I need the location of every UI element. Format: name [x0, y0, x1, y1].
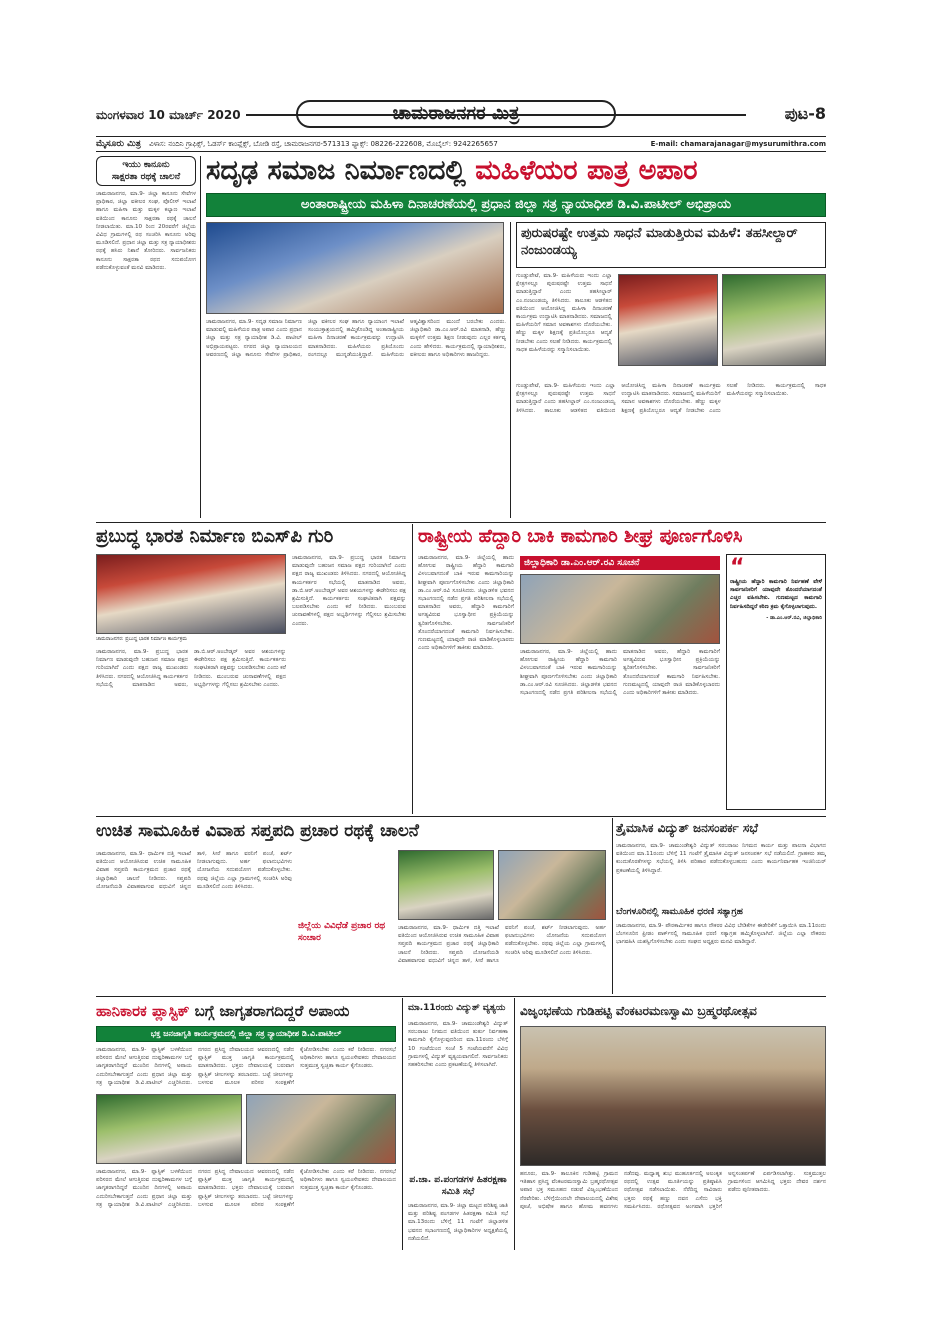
- office-address: ವಿಳಾಸ: ನಂದಿನಿ ಗ್ರಾಫಿಕ್ಸ್, ಓಡರ್ಸ್ ಕಾಂಪ್ಲೆಕ್ಸ್, ಬೋಡಿ ರಸ್ತೆ, ಚಾಮರಾಜನಗರ-571313 ಫ್ಯಾಕ್ಸ್: 08226-222608, ಮೊಬೈಲ್: 9242265657: [149, 140, 498, 148]
- lead-body: ಚಾಮರಾಜನಗರ, ಮಾ.9- ಸದೃಢ ಸಮಾಜ ನಿರ್ಮಾಣ ಮಾಡುವಲ್ಲಿ ಮಹಿಳೆಯರ ಪಾತ್ರ ಅಪಾರ ಎಂದು ಪ್ರಧಾನ ಜಿಲ್ಲಾ ಮತ್ತು ಸತ್ರ ನ್ಯಾಯಾಧೀಶ ಡಿ.ವಿ. ಪಾಟೀಲ್ ಅಭಿಪ್ರಾಯಪಟ್ಟರು. ನಗರದ ಜಿಲ್ಲಾ ನ್ಯಾಯಾಲಯದ ಆವರಣದಲ್ಲಿ ಜಿಲ್ಲಾ ಕಾನೂನು ಸೇವೆಗಳ ಪ್ರಾಧಿಕಾರ, ಜಿಲ್ಲಾ ವಕೀಲರ ಸಂಘ ಹಾಗೂ ನ್ಯಾಯಾಂಗ ಇಲಾಖೆ ಸಂಯುಕ್ತಾಶ್ರಯದಲ್ಲಿ ಹಮ್ಮಿಕೊಂಡಿದ್ದ ಅಂತಾರಾಷ್ಟ್ರೀಯ ಮಹಿಳಾ ದಿನಾಚರಣೆ ಕಾರ್ಯಕ್ರಮವನ್ನು ಉದ್ಘಾಟಿಸಿ ಮಾತನಾಡಿದರು. ಮಹಿಳೆಯರು ಪ್ರತಿಯೊಂದು ರಂಗದಲ್ಲೂ ಮುನ್ನಡೆಯುತ್ತಿದ್ದಾರೆ. ಮಹಿಳೆಯರು ಆತ್ಮವಿಶ್ವಾಸದಿಂದ ಮುಂದೆ ಬರಬೇಕು ಎಂದರು. ಜಿಲ್ಲಾಧಿಕಾರಿ ಡಾ.ಎಂ.ಆರ್.ರವಿ ಮಾತನಾಡಿ, ಹೆಣ್ಣು ಮಕ್ಕಳಿಗೆ ಉತ್ತಮ ಶಿಕ್ಷಣ ನೀಡುವುದು ಎಲ್ಲರ ಕರ್ತವ್ಯ ಎಂದು ಹೇಳಿದರು. ಕಾರ್ಯಕ್ರಮದಲ್ಲಿ ನ್ಯಾಯಾಧೀಶರು, ವಕೀಲರು ಹಾಗೂ ಅಧಿಕಾರಿಗಳು ಹಾಜರಿದ್ದರು.: [206, 319, 506, 358]
- newspaper-page: [96, 100, 826, 1250]
- sidebar-body: ಚಾಮರಾಜನಗರ, ಮಾ.9- ಜಿಲ್ಲಾ ಕಾನೂನು ಸೇವೆಗಳ ಪ್ರಾಧಿಕಾರ, ಜಿಲ್ಲಾ ವಕೀಲರ ಸಂಘ, ಪೊಲೀಸ್ ಇಲಾಖೆ ಹಾಗೂ ಮಹಿಳಾ ಮತ್ತು ಮಕ್ಕಳ ಕಲ್ಯಾಣ ಇಲಾಖೆ ವತಿಯಿಂದ ಕಾನೂನು ಸಾಕ್ಷರತಾ ರಥಕ್ಕೆ ಚಾಲನೆ ನೀಡಲಾಯಿತು. ಮಾ.10 ರಿಂದ 20ರವರೆಗೆ ಜಿಲ್ಲೆಯ ವಿವಿಧ ಗ್ರಾಮಗಳಲ್ಲಿ ರಥ ಸಂಚರಿಸಿ ಕಾನೂನು ಅರಿವು ಮೂಡಿಸಲಿದೆ. ಪ್ರಧಾನ ಜಿಲ್ಲಾ ಮತ್ತು ಸತ್ರ ನ್ಯಾಯಾಧೀಶರು ರಥಕ್ಕೆ ಹಸಿರು ನಿಶಾನೆ ತೋರಿದರು. ಸಾರ್ವಜನಿಕರು ಕಾನೂನು ಸಾಕ್ಷರತಾ ರಥದ ಸದುಪಯೋಗ ಪಡೆದುಕೊಳ್ಳುವಂತೆ ಮನವಿ ಮಾಡಿದರು.: [96, 191, 196, 271]
- story4-photo: [520, 574, 720, 644]
- story3-caption: ಚಾಮರಾಜನಗರ: ಪ್ರಬುದ್ಧ ಭಾರತ ನಿರ್ಮಾಣ ಕಾರ್ಯಕ್ರಮ: [96, 636, 187, 642]
- story7-body-top: ಚಾಮರಾಜನಗರ, ಮಾ.9- ಪ್ಲಾಸ್ಟಿಕ್ ಬಳಕೆಯಿಂದ ಪರಿಸರದ ಮೇಲೆ ಆಗುತ್ತಿರುವ ದುಷ್ಪರಿಣಾಮಗಳ ಬಗ್ಗೆ ಜಾಗೃತರಾಗದಿದ್ದರೆ ಮುಂದಿನ ದಿನಗಳಲ್ಲಿ ಅಪಾಯ ಎದುರಿಸಬೇಕಾಗುತ್ತದೆ ಎಂದು ಪ್ರಧಾನ ಜಿಲ್ಲಾ ಮತ್ತು ಸತ್ರ ನ್ಯಾಯಾಧೀಶ ಡಿ.ವಿ.ಪಾಟೀಲ್ ಎಚ್ಚರಿಸಿದರು. ನಗರದ ಪ್ರಸಿದ್ಧ ದೇವಾಲಯದ ಆವರಣದಲ್ಲಿ ನಡೆದ ಪ್ಲಾಸ್ಟಿಕ್ ಮುಕ್ತ ಜಾಗೃತಿ ಕಾರ್ಯಕ್ರಮದಲ್ಲಿ ಮಾತನಾಡಿದರು. ಭಕ್ತರು ದೇವಾಲಯಕ್ಕೆ ಬರುವಾಗ ಪ್ಲಾಸ್ಟಿಕ್ ಚೀಲಗಳನ್ನು ತರಬಾರದು. ಬಟ್ಟೆ ಚೀಲಗಳನ್ನು ಬಳಸುವ ಮೂಲಕ ಪರಿಸರ ಸಂರಕ್ಷಣೆಗೆ ಕೈಜೋಡಿಸಬೇಕು ಎಂದು ಕರೆ ನೀಡಿದರು. ನಗರಸಭೆ ಅಧಿಕಾರಿಗಳು ಹಾಗೂ ಸ್ವಯಂಸೇವಕರು ದೇವಾಲಯದ ಸುತ್ತಮುತ್ತ ಸ್ವಚ್ಛತಾ ಕಾರ್ಯ ಕೈಗೊಂಡರು.: [96, 1047, 396, 1086]
- story2-headline-box: [516, 222, 826, 268]
- section-rule: [96, 522, 826, 523]
- story7-photo-left: [96, 1094, 242, 1164]
- story6-headline: ತ್ರೈಮಾಸಿಕ ವಿದ್ಯುತ್ ಜನಸಂಪರ್ಕ ಸಭೆ: [616, 821, 758, 835]
- column-rule: [402, 998, 403, 1250]
- column-rule: [612, 818, 613, 994]
- story9-photo: [520, 1026, 826, 1166]
- sidebar-headline: ಸಾಕ್ಷರತಾ ರಥಕ್ಕೆ ಚಾಲನೆ: [111, 172, 181, 182]
- contact-email: E-mail: chamarajanagar@mysurumithra.com: [650, 140, 826, 148]
- column-rule: [412, 524, 413, 814]
- sidebar-kicker: ಇಯು ಕಾನೂನು: [122, 160, 170, 170]
- story2-photo-right: [722, 274, 826, 366]
- story9-body: ಹನೂರು, ಮಾ.9- ತಾಲೂಕಿನ ಗುಡಿಹಟ್ಟಿ ಗ್ರಾಮದ ಇತಿಹಾಸ ಪ್ರಸಿದ್ಧ ವೆಂಕಟರಮಣಸ್ವಾಮಿ ಬ್ರಹ್ಮರಥೋತ್ಸವ ಅಪಾರ ಭಕ್ತ ಸಮೂಹದ ನಡುವೆ ವಿಜೃಂಭಣೆಯಿಂದ ನೆರವೇರಿತು. ಬೆಳಿಗ್ಗೆಯಿಂದಲೇ ದೇವಾಲಯದಲ್ಲಿ ವಿಶೇಷ ಪೂಜೆ, ಅಭಿಷೇಕ ಹಾಗೂ ಹೋಮ ಹವನಗಳು ನಡೆದವು. ಮಧ್ಯಾಹ್ನ ಶುಭ ಮುಹೂರ್ತದಲ್ಲಿ ಅಲಂಕೃತ ರಥದಲ್ಲಿ ಉತ್ಸವ ಮೂರ್ತಿಯನ್ನು ಪ್ರತಿಷ್ಠಾಪಿಸಿ ರಥೋತ್ಸವ ನಡೆಸಲಾಯಿತು. ನೆರೆದಿದ್ದ ಸಾವಿರಾರು ಭಕ್ತರು ರಥಕ್ಕೆ ಹಣ್ಣು ದವನ ಎಸೆದು ಭಕ್ತಿ ಸಮರ್ಪಿಸಿದರು. ರಥೋತ್ಸವದ ಅಂಗವಾಗಿ ಭಕ್ತರಿಗೆ ಅನ್ನಸಂತರ್ಪಣೆ ಏರ್ಪಡಿಸಲಾಗಿತ್ತು. ಸುತ್ತಮುತ್ತಲ ಗ್ರಾಮಗಳಿಂದ ಆಗಮಿಸಿದ್ದ ಭಕ್ತರು ದೇವರ ದರ್ಶನ ಪಡೆದು ಪುನೀತರಾದರು.: [520, 1171, 826, 1210]
- lead-headline-red: ಮಹಿಳೆಯರ ಪಾತ್ರ ಅಪಾರ: [475, 155, 698, 186]
- story4-quote-by: - ಡಾ.ಎಂ.ಆರ್.ರವಿ, ಜಿಲ್ಲಾಧಿಕಾರಿ: [766, 614, 822, 621]
- section-rule: [96, 996, 826, 997]
- sidebar-story: [96, 156, 196, 518]
- story3-headline: ಪ್ರಬುದ್ಧ ಭಾರತ ನಿರ್ಮಾಣ ಬಿಎಸ್‌ಪಿ ಗುರಿ: [96, 526, 334, 547]
- story5-photo-left: [398, 850, 494, 920]
- info-bar: [96, 136, 826, 152]
- column-rule: [200, 156, 201, 518]
- story8-body: ಚಾಮರಾಜನಗರ, ಮಾ.9- ಚಾಮುಂಡೇಶ್ವರಿ ವಿದ್ಯುತ್ ಸರಬರಾಜು ನಿಗಮದ ವತಿಯಿಂದ ತುರ್ತು ನಿರ್ವಹಣಾ ಕಾಮಗಾರಿ ಕೈಗೊಳ್ಳುವುದರಿಂದ ಮಾ.11ರಂದು ಬೆಳಿಗ್ಗೆ 10 ಗಂಟೆಯಿಂದ ಸಂಜೆ 5 ಗಂಟೆಯವರೆಗೆ ವಿವಿಧ ಗ್ರಾಮಗಳಲ್ಲಿ ವಿದ್ಯುತ್ ವ್ಯತ್ಯಯವಾಗಲಿದೆ. ಸಾರ್ವಜನಿಕರು ಸಹಕರಿಸಬೇಕು ಎಂದು ಪ್ರಕಟಣೆಯಲ್ಲಿ ತಿಳಿಸಲಾಗಿದೆ.: [408, 1021, 508, 1069]
- story5-headline: ಉಚಿತ ಸಾಮೂಹಿಕ ವಿವಾಹ ಸಪ್ತಪದಿ ಪ್ರಚಾರ ರಥಕ್ಕೆ ಚಾಲನೆ: [96, 821, 419, 841]
- story4-quote-box: [726, 554, 826, 810]
- story4-headline: [418, 524, 826, 552]
- story9-headline: ವಿಜೃಂಭಣೆಯ ಗುಡಿಹಟ್ಟಿ ವೆಂಕಟರಮಣಸ್ವಾಮಿ ಬ್ರಹ್ಮರಥೋತ್ಸವ: [520, 1004, 757, 1018]
- story6-sub-body: ಚಾಮರಾಜನಗರ, ಮಾ.9- ಪೌರಕಾರ್ಮಿಕರ ಹಾಗೂ ನೌಕರರ ವಿವಿಧ ಬೇಡಿಕೆಗಳ ಈಡೇರಿಕೆಗೆ ಒತ್ತಾಯಿಸಿ ಮಾ.11ರಂದು ಬೆಂಗಳೂರಿನ ಫ್ರೀಡಂ ಪಾರ್ಕ್‌ನಲ್ಲಿ ಸಾಮೂಹಿಕ ಧರಣಿ ಸತ್ಯಾಗ್ರಹ ಹಮ್ಮಿಕೊಳ್ಳಲಾಗಿದೆ. ಜಿಲ್ಲೆಯ ಎಲ್ಲಾ ನೌಕರರು ಭಾಗವಹಿಸಿ ಯಶಸ್ವಿಗೊಳಿಸಬೇಕು ಎಂದು ಸಂಘದ ಅಧ್ಯಕ್ಷರು ಮನವಿ ಮಾಡಿದ್ದಾರೆ.: [616, 923, 826, 946]
- story2-body-intro: ಗುಂಡ್ಲುಪೇಟೆ, ಮಾ.9- ಮಹಿಳೆಯರು ಇಂದು ಎಲ್ಲಾ ಕ್ಷೇತ್ರಗಳಲ್ಲೂ ಪುರುಷರಷ್ಟೇ ಉತ್ತಮ ಸಾಧನೆ ಮಾಡುತ್ತಿದ್ದಾರೆ ಎಂದು ತಹಸೀಲ್ದಾರ್ ಎಂ.ನಂಜುಂಡಯ್ಯ ತಿಳಿಸಿದರು. ತಾಲೂಕು ಆಡಳಿತದ ವತಿಯಿಂದ ಆಯೋಜಿಸಿದ್ದ ಮಹಿಳಾ ದಿನಾಚರಣೆ ಕಾರ್ಯಕ್ರಮ ಉದ್ಘಾಟಿಸಿ ಮಾತನಾಡಿದರು. ಸಮಾಜದಲ್ಲಿ ಮಹಿಳೆಯರಿಗೆ ಸಮಾನ ಅವಕಾಶಗಳು ದೊರೆಯಬೇಕು. ಹೆಣ್ಣು ಮಕ್ಕಳ ಶಿಕ್ಷಣಕ್ಕೆ ಪ್ರತಿಯೊಬ್ಬರೂ ಆದ್ಯತೆ ನೀಡಬೇಕು ಎಂದು ಸಲಹೆ ನೀಡಿದರು. ಕಾರ್ಯಕ್ರಮದಲ್ಲಿ ಸಾಧಕ ಮಹಿಳೆಯರನ್ನು ಸನ್ಮಾನಿಸಲಾಯಿತು.: [516, 273, 612, 353]
- story7-subhead: ಭಕ್ತ ಜನಜಾಗೃತಿ ಕಾರ್ಯಕ್ರಮದಲ್ಲಿ ಜಿಲ್ಲಾ ಸತ್ರ ನ್ಯಾಯಾಧೀಶ ಡಿ.ವಿ.ಪಾಟೀಲ್: [96, 1026, 396, 1042]
- lead-headline: [206, 154, 826, 190]
- story3-body-right: ಚಾಮರಾಜನಗರ, ಮಾ.9- ಪ್ರಬುದ್ಧ ಭಾರತ ನಿರ್ಮಾಣ ಮಾಡುವುದೇ ಬಹುಜನ ಸಮಾಜ ಪಕ್ಷದ ಗುರಿಯಾಗಿದೆ ಎಂದು ಪಕ್ಷದ ರಾಜ್ಯ ಮುಖಂಡರು ತಿಳಿಸಿದರು. ನಗರದಲ್ಲಿ ಆಯೋಜಿಸಿದ್ದ ಕಾರ್ಯಕರ್ತರ ಸಭೆಯಲ್ಲಿ ಮಾತನಾಡಿದ ಅವರು, ಡಾ.ಬಿ.ಆರ್.ಅಂಬೇಡ್ಕರ್ ಅವರ ಆಶಯಗಳನ್ನು ಈಡೇರಿಸಲು ಪಕ್ಷ ಶ್ರಮಿಸುತ್ತಿದೆ. ಕಾರ್ಯಕರ್ತರು ಸಂಘಟಿತರಾಗಿ ಪಕ್ಷವನ್ನು ಬಲಪಡಿಸಬೇಕು ಎಂದು ಕರೆ ನೀಡಿದರು. ಮುಂಬರುವ ಚುನಾವಣೆಗಳಲ್ಲಿ ಪಕ್ಷದ ಅಭ್ಯರ್ಥಿಗಳನ್ನು ಗೆಲ್ಲಿಸಲು ಶ್ರಮಿಸಬೇಕು ಎಂದರು.: [292, 555, 406, 627]
- quote-mark-icon: “: [730, 555, 745, 580]
- story2-body: ಗುಂಡ್ಲುಪೇಟೆ, ಮಾ.9- ಮಹಿಳೆಯರು ಇಂದು ಎಲ್ಲಾ ಕ್ಷೇತ್ರಗಳಲ್ಲೂ ಪುರುಷರಷ್ಟೇ ಉತ್ತಮ ಸಾಧನೆ ಮಾಡುತ್ತಿದ್ದಾರೆ ಎಂದು ತಹಸೀಲ್ದಾರ್ ಎಂ.ನಂಜುಂಡಯ್ಯ ತಿಳಿಸಿದರು. ತಾಲೂಕು ಆಡಳಿತದ ವತಿಯಿಂದ ಆಯೋಜಿಸಿದ್ದ ಮಹಿಳಾ ದಿನಾಚರಣೆ ಕಾರ್ಯಕ್ರಮ ಉದ್ಘಾಟಿಸಿ ಮಾತನಾಡಿದರು. ಸಮಾಜದಲ್ಲಿ ಮಹಿಳೆಯರಿಗೆ ಸಮಾನ ಅವಕಾಶಗಳು ದೊರೆಯಬೇಕು. ಹೆಣ್ಣು ಮಕ್ಕಳ ಶಿಕ್ಷಣಕ್ಕೆ ಪ್ರತಿಯೊಬ್ಬರೂ ಆದ್ಯತೆ ನೀಡಬೇಕು ಎಂದು ಸಲಹೆ ನೀಡಿದರು. ಕಾರ್ಯಕ್ರಮದಲ್ಲಿ ಸಾಧಕ ಮಹಿಳೆಯರನ್ನು ಸನ್ಮಾನಿಸಲಾಯಿತು.: [516, 383, 826, 414]
- story5-subhead: ಜಿಲ್ಲೆಯ ವಿವಿಧೆಡೆ ಪ್ರಚಾರ ರಥ ಸಂಚಾರ: [298, 921, 386, 943]
- story7-body: ಚಾಮರಾಜನಗರ, ಮಾ.9- ಪ್ಲಾಸ್ಟಿಕ್ ಬಳಕೆಯಿಂದ ಪರಿಸರದ ಮೇಲೆ ಆಗುತ್ತಿರುವ ದುಷ್ಪರಿಣಾಮಗಳ ಬಗ್ಗೆ ಜಾಗೃತರಾಗದಿದ್ದರೆ ಮುಂದಿನ ದಿನಗಳಲ್ಲಿ ಅಪಾಯ ಎದುರಿಸಬೇಕಾಗುತ್ತದೆ ಎಂದು ಪ್ರಧಾನ ಜಿಲ್ಲಾ ಮತ್ತು ಸತ್ರ ನ್ಯಾಯಾಧೀಶ ಡಿ.ವಿ.ಪಾಟೀಲ್ ಎಚ್ಚರಿಸಿದರು. ನಗರದ ಪ್ರಸಿದ್ಧ ದೇವಾಲಯದ ಆವರಣದಲ್ಲಿ ನಡೆದ ಪ್ಲಾಸ್ಟಿಕ್ ಮುಕ್ತ ಜಾಗೃತಿ ಕಾರ್ಯಕ್ರಮದಲ್ಲಿ ಮಾತನಾಡಿದರು. ಭಕ್ತರು ದೇವಾಲಯಕ್ಕೆ ಬರುವಾಗ ಪ್ಲಾಸ್ಟಿಕ್ ಚೀಲಗಳನ್ನು ತರಬಾರದು. ಬಟ್ಟೆ ಚೀಲಗಳನ್ನು ಬಳಸುವ ಮೂಲಕ ಪರಿಸರ ಸಂರಕ್ಷಣೆಗೆ ಕೈಜೋಡಿಸಬೇಕು ಎಂದು ಕರೆ ನೀಡಿದರು. ನಗರಸಭೆ ಅಧಿಕಾರಿಗಳು ಹಾಗೂ ಸ್ವಯಂಸೇವಕರು ದೇವಾಲಯದ ಸುತ್ತಮುತ್ತ ಸ್ವಚ್ಛತಾ ಕಾರ್ಯ ಕೈಗೊಂಡರು.: [96, 1169, 396, 1208]
- story7-headline-red: ಹಾನಿಕಾರಕ ಪ್ಲಾಸ್ಟಿಕ್: [96, 1002, 190, 1020]
- story2-photo-left: [618, 274, 718, 366]
- newspaper-title: ಚಾಮರಾಜನಗರ ಮಿತ್ರ: [296, 100, 616, 128]
- issue-date: ಮಂಗಳವಾರ 10 ಮಾರ್ಚ್ 2020: [96, 108, 241, 122]
- story4-body: ಚಾಮರಾಜನಗರ, ಮಾ.9- ಜಿಲ್ಲೆಯಲ್ಲಿ ಹಾದು ಹೋಗುವ ರಾಷ್ಟ್ರೀಯ ಹೆದ್ದಾರಿ ಕಾಮಗಾರಿ ವಿಳಂಬವಾಗದಂತೆ ಬಾಕಿ ಇರುವ ಕಾಮಗಾರಿಯನ್ನು ಶೀಘ್ರವಾಗಿ ಪೂರ್ಣಗೊಳಿಸಬೇಕು ಎಂದು ಜಿಲ್ಲಾಧಿಕಾರಿ ಡಾ.ಎಂ.ಆರ್.ರವಿ ಸೂಚಿಸಿದರು. ಜಿಲ್ಲಾಡಳಿತ ಭವನದ ಸಭಾಂಗಣದಲ್ಲಿ ನಡೆದ ಪ್ರಗತಿ ಪರಿಶೀಲನಾ ಸಭೆಯಲ್ಲಿ ಮಾತನಾಡಿದ ಅವರು, ಹೆದ್ದಾರಿ ಕಾಮಗಾರಿಗೆ ಅಗತ್ಯವಿರುವ ಭೂಸ್ವಾಧೀನ ಪ್ರಕ್ರಿಯೆಯನ್ನು ತ್ವರಿತಗೊಳಿಸಬೇಕು. ಸಾರ್ವಜನಿಕರಿಗೆ ತೊಂದರೆಯಾಗದಂತೆ ಕಾಮಗಾರಿ ನಿರ್ವಹಿಸಬೇಕು. ಗುಣಮಟ್ಟದಲ್ಲಿ ಯಾವುದೇ ರಾಜಿ ಮಾಡಿಕೊಳ್ಳಬಾರದು ಎಂದು ಅಧಿಕಾರಿಗಳಿಗೆ ತಾಕೀತು ಮಾಡಿದರು.: [520, 649, 720, 697]
- story4-quote: ರಾಷ್ಟ್ರೀಯ ಹೆದ್ದಾರಿ ಕಾಮಗಾರಿ ನಿರ್ವಹಣೆ ವೇಳೆ ಸಾರ್ವಜನಿಕರಿಗೆ ಯಾವುದೇ ತೊಂದರೆಯಾಗದಂತೆ ಎಚ್ಚರ ವಹಿಸಬೇಕು. ಗುಣಮಟ್ಟದ ಕಾಮಗಾರಿ ನಿರ್ವಹಿಸದಿದ್ದರೆ ಕಠಿಣ ಕ್ರಮ ಕೈಗೊಳ್ಳಲಾಗುವುದು.: [730, 579, 822, 610]
- column-rule: [510, 222, 511, 518]
- story8-headline: ಮಾ.11ರಂದು ವಿದ್ಯುತ್ ವ್ಯತ್ಯಯ: [408, 1003, 506, 1013]
- story7-headline: [96, 998, 396, 1024]
- story8-sub-body: ಚಾಮರಾಜನಗರ, ಮಾ.9- ಜಿಲ್ಲಾ ಮಟ್ಟದ ಪರಿಶಿಷ್ಟ ಜಾತಿ ಮತ್ತು ಪರಿಶಿಷ್ಟ ಪಂಗಡಗಳ ಹಿತರಕ್ಷಣಾ ಸಮಿತಿ ಸಭೆ ಮಾ.13ರಂದು ಬೆಳಿಗ್ಗೆ 11 ಗಂಟೆಗೆ ಜಿಲ್ಲಾಡಳಿತ ಭವನದ ಸಭಾಂಗಣದಲ್ಲಿ ಜಿಲ್ಲಾಧಿಕಾರಿಗಳ ಅಧ್ಯಕ್ಷತೆಯಲ್ಲಿ ನಡೆಯಲಿದೆ.: [408, 1203, 508, 1242]
- column-rule: [514, 998, 515, 1250]
- story3-photo: [96, 554, 286, 634]
- story6-body: ಚಾಮರಾಜನಗರ, ಮಾ.9- ಚಾಮುಂಡೇಶ್ವರಿ ವಿದ್ಯುತ್ ಸರಬರಾಜು ನಿಗಮದ ಕಾರ್ಯ ಮತ್ತು ಪಾಲನಾ ವಿಭಾಗದ ವತಿಯಿಂದ ಮಾ.11ರಂದು ಬೆಳಿಗ್ಗೆ 11 ಗಂಟೆಗೆ ತ್ರೈಮಾಸಿಕ ವಿದ್ಯುತ್ ಜನಸಂಪರ್ಕ ಸಭೆ ನಡೆಯಲಿದೆ. ಗ್ರಾಹಕರು ತಮ್ಮ ಕುಂದುಕೊರತೆಗಳನ್ನು ಸಭೆಯಲ್ಲಿ ತಿಳಿಸಿ ಪರಿಹಾರ ಪಡೆದುಕೊಳ್ಳಬಹುದು ಎಂದು ಕಾರ್ಯನಿರ್ವಾಹಕ ಇಂಜಿನಿಯರ್ ಪ್ರಕಟಣೆಯಲ್ಲಿ ತಿಳಿಸಿದ್ದಾರೆ.: [616, 843, 826, 874]
- story5-body-continued: ಚಾಮರಾಜನಗರ, ಮಾ.9- ಧಾರ್ಮಿಕ ದತ್ತಿ ಇಲಾಖೆ ವತಿಯಿಂದ ಆಯೋಜಿಸಿರುವ ಉಚಿತ ಸಾಮೂಹಿಕ ವಿವಾಹ ಸಪ್ತಪದಿ ಕಾರ್ಯಕ್ರಮದ ಪ್ರಚಾರ ರಥಕ್ಕೆ ಜಿಲ್ಲಾಧಿಕಾರಿ ಚಾಲನೆ ನೀಡಿದರು. ಸಪ್ತಪದಿ ಯೋಜನೆಯಡಿ ವಿವಾಹವಾಗುವ ವಧುವಿಗೆ ಚಿನ್ನದ ತಾಳಿ, ಸೀರೆ ಹಾಗೂ ವರನಿಗೆ ಪಂಚೆ, ಶರ್ಟ್ ನೀಡಲಾಗುವುದು. ಅರ್ಹ ಫಲಾನುಭವಿಗಳು ಯೋಜನೆಯ ಸದುಪಯೋಗ ಪಡೆದುಕೊಳ್ಳಬೇಕು. ರಥವು ಜಿಲ್ಲೆಯ ಎಲ್ಲಾ ಗ್ರಾಮಗಳಲ್ಲಿ ಸಂಚರಿಸಿ ಅರಿವು ಮೂಡಿಸಲಿದೆ ಎಂದು ತಿಳಿಸಿದರು.: [398, 925, 606, 964]
- story7-photo-right: [246, 1094, 396, 1164]
- brand-name: ಮೈಸೂರು ಮಿತ್ರ: [96, 139, 141, 149]
- story8-subhead: ಪ.ಜಾ. ಪ.ಪಂಗಡಗಳ ಹಿತರಕ್ಷಣಾ ಸಮಿತಿ ಸಭೆ: [409, 1175, 507, 1197]
- story2-headline: ಪುರುಷರಷ್ಟೇ ಉತ್ತಮ ಸಾಧನೆ ಮಾಡುತ್ತಿರುವ ಮಹಿಳೆ: ತಹಸೀಲ್ದಾರ್ ನಂಜುಂಡಯ್ಯ: [521, 226, 798, 258]
- sidebar-headline-box: [96, 156, 196, 186]
- story4-tag: ಜಿಲ್ಲಾಧಿಕಾರಿ ಡಾ.ಎಂ.ಆರ್.ರವಿ ಸೂಚನೆ: [520, 556, 720, 570]
- story6-subhead: ಬೆಂಗಳೂರಿನಲ್ಲಿ ಸಾಮೂಹಿಕ ಧರಣಿ ಸತ್ಯಾಗ್ರಹ: [616, 907, 743, 917]
- section-rule: [96, 816, 826, 817]
- lead-headline-black: ಸದೃಢ ಸಮಾಜ ನಿರ್ಮಾಣದಲ್ಲಿ: [206, 155, 466, 186]
- story4-headline-text: ರಾಷ್ಟ್ರೀಯ ಹೆದ್ದಾರಿ ಬಾಕಿ ಕಾಮಗಾರಿ ಶೀಘ್ರ ಪೂರ್ಣಗೊಳಿಸಿ: [418, 526, 743, 547]
- page-number: ಪುಟ-8: [784, 104, 826, 123]
- story7-headline-black: ಬಗ್ಗೆ ಜಾಗೃತರಾಗದಿದ್ದರೆ ಅಪಾಯ: [194, 1002, 350, 1020]
- story5-body: ಚಾಮರಾಜನಗರ, ಮಾ.9- ಧಾರ್ಮಿಕ ದತ್ತಿ ಇಲಾಖೆ ವತಿಯಿಂದ ಆಯೋಜಿಸಿರುವ ಉಚಿತ ಸಾಮೂಹಿಕ ವಿವಾಹ ಸಪ್ತಪದಿ ಕಾರ್ಯಕ್ರಮದ ಪ್ರಚಾರ ರಥಕ್ಕೆ ಜಿಲ್ಲಾಧಿಕಾರಿ ಚಾಲನೆ ನೀಡಿದರು. ಸಪ್ತಪದಿ ಯೋಜನೆಯಡಿ ವಿವಾಹವಾಗುವ ವಧುವಿಗೆ ಚಿನ್ನದ ತಾಳಿ, ಸೀರೆ ಹಾಗೂ ವರನಿಗೆ ಪಂಚೆ, ಶರ್ಟ್ ನೀಡಲಾಗುವುದು. ಅರ್ಹ ಫಲಾನುಭವಿಗಳು ಯೋಜನೆಯ ಸದುಪಯೋಗ ಪಡೆದುಕೊಳ್ಳಬೇಕು. ರಥವು ಜಿಲ್ಲೆಯ ಎಲ್ಲಾ ಗ್ರಾಮಗಳಲ್ಲಿ ಸಂಚರಿಸಿ ಅರಿವು ಮೂಡಿಸಲಿದೆ ಎಂದು ತಿಳಿಸಿದರು.: [96, 851, 292, 890]
- story4-body-left: ಚಾಮರಾಜನಗರ, ಮಾ.9- ಜಿಲ್ಲೆಯಲ್ಲಿ ಹಾದು ಹೋಗುವ ರಾಷ್ಟ್ರೀಯ ಹೆದ್ದಾರಿ ಕಾಮಗಾರಿ ವಿಳಂಬವಾಗದಂತೆ ಬಾಕಿ ಇರುವ ಕಾಮಗಾರಿಯನ್ನು ಶೀಘ್ರವಾಗಿ ಪೂರ್ಣಗೊಳಿಸಬೇಕು ಎಂದು ಜಿಲ್ಲಾಧಿಕಾರಿ ಡಾ.ಎಂ.ಆರ್.ರವಿ ಸೂಚಿಸಿದರು. ಜಿಲ್ಲಾಡಳಿತ ಭವನದ ಸಭಾಂಗಣದಲ್ಲಿ ನಡೆದ ಪ್ರಗತಿ ಪರಿಶೀಲನಾ ಸಭೆಯಲ್ಲಿ ಮಾತನಾಡಿದ ಅವರು, ಹೆದ್ದಾರಿ ಕಾಮಗಾರಿಗೆ ಅಗತ್ಯವಿರುವ ಭೂಸ್ವಾಧೀನ ಪ್ರಕ್ರಿಯೆಯನ್ನು ತ್ವರಿತಗೊಳಿಸಬೇಕು. ಸಾರ್ವಜನಿಕರಿಗೆ ತೊಂದರೆಯಾಗದಂತೆ ಕಾಮಗಾರಿ ನಿರ್ವಹಿಸಬೇಕು. ಗುಣಮಟ್ಟದಲ್ಲಿ ಯಾವುದೇ ರಾಜಿ ಮಾಡಿಕೊಳ್ಳಬಾರದು ಎಂದು ಅಧಿಕಾರಿಗಳಿಗೆ ತಾಕೀತು ಮಾಡಿದರು.: [418, 555, 514, 652]
- lead-photo: [206, 222, 504, 314]
- story3-body: ಚಾಮರಾಜನಗರ, ಮಾ.9- ಪ್ರಬುದ್ಧ ಭಾರತ ನಿರ್ಮಾಣ ಮಾಡುವುದೇ ಬಹುಜನ ಸಮಾಜ ಪಕ್ಷದ ಗುರಿಯಾಗಿದೆ ಎಂದು ಪಕ್ಷದ ರಾಜ್ಯ ಮುಖಂಡರು ತಿಳಿಸಿದರು. ನಗರದಲ್ಲಿ ಆಯೋಜಿಸಿದ್ದ ಕಾರ್ಯಕರ್ತರ ಸಭೆಯಲ್ಲಿ ಮಾತನಾಡಿದ ಅವರು, ಡಾ.ಬಿ.ಆರ್.ಅಂಬೇಡ್ಕರ್ ಅವರ ಆಶಯಗಳನ್ನು ಈಡೇರಿಸಲು ಪಕ್ಷ ಶ್ರಮಿಸುತ್ತಿದೆ. ಕಾರ್ಯಕರ್ತರು ಸಂಘಟಿತರಾಗಿ ಪಕ್ಷವನ್ನು ಬಲಪಡಿಸಬೇಕು ಎಂದು ಕರೆ ನೀಡಿದರು. ಮುಂಬರುವ ಚುನಾವಣೆಗಳಲ್ಲಿ ಪಕ್ಷದ ಅಭ್ಯರ್ಥಿಗಳನ್ನು ಗೆಲ್ಲಿಸಲು ಶ್ರಮಿಸಬೇಕು ಎಂದರು.: [96, 649, 286, 688]
- lead-subhead: ಅಂತಾರಾಷ್ಟ್ರೀಯ ಮಹಿಳಾ ದಿನಾಚರಣೆಯಲ್ಲಿ ಪ್ರಧಾನ ಜಿಲ್ಲಾ ಸತ್ರ ನ್ಯಾಯಾಧೀಶ ಡಿ.ವಿ.ಪಾಟೀಲ್ ಅಭಿಪ್ರಾಯ: [206, 193, 826, 217]
- story5-photo-right: [498, 850, 606, 920]
